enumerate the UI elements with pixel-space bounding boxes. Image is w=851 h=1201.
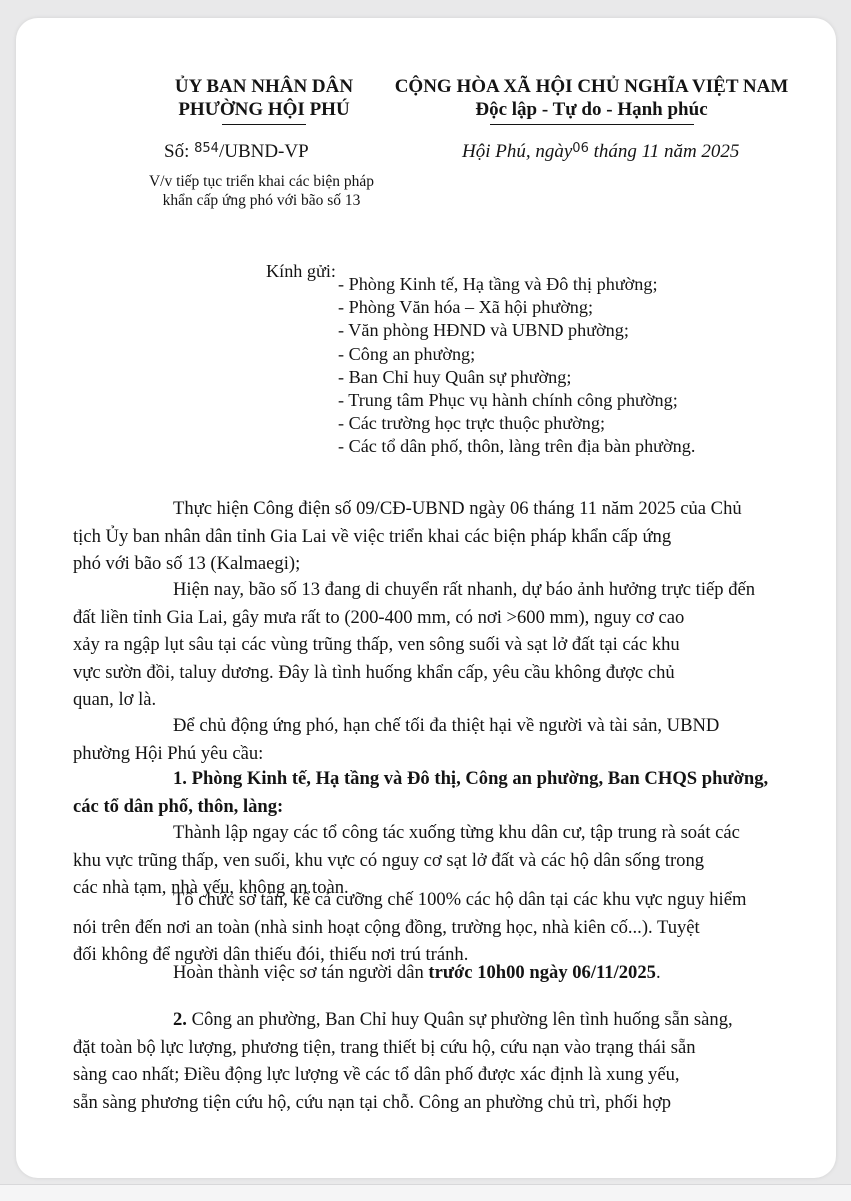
paragraph-line: vực sườn đồi, taluy dương. Đây là tình huống khẩn cấp, yêu cầu không được chủ — [73, 661, 675, 683]
so-number-handwritten: 854 — [194, 141, 219, 156]
paragraph-line: đối không để người dân thiếu đói, thiếu nơi trú tránh. — [73, 944, 469, 965]
recipients-label: Kính gửi: — [266, 261, 336, 281]
paragraph-line: đất liền tỉnh Gia Lai, gây mưa rất to (200-400 mm, có nơi >600 mm), nguy cơ cao — [73, 606, 685, 628]
recipient-item: - Phòng Văn hóa – Xã hội phường; — [338, 297, 594, 318]
recipient-item: - Ban Chỉ huy Quân sự phường; — [338, 366, 572, 387]
section-2-number: 2. — [173, 1009, 187, 1030]
section-2 — [73, 1006, 733, 1116]
national-title: CỘNG HÒA XÃ HỘI CHỦ NGHĨA VIỆT NAM — [394, 76, 789, 97]
paragraph-3 — [73, 712, 719, 767]
ward-underline — [222, 124, 306, 125]
date-day-handwritten: 06 — [572, 141, 589, 156]
paragraph-line: khu vực trũng thấp, ven suối, khu vực có nguy cơ sạt lở đất và các hộ dân sống trong — [73, 849, 705, 871]
paragraph-line: nói trên đến nơi an toàn (nhà sinh hoạt cộng đồng, trường học, nhà kiên cố...). Tuyệt — [73, 916, 700, 938]
national-motto: Độc lập - Tự do - Hạnh phúc — [475, 99, 708, 120]
paragraph-line: các nhà tạm, nhà yếu, không an toàn. — [73, 877, 349, 898]
paragraph-line: phó với bão số 13 (Kalmaegi); — [73, 553, 301, 574]
paragraph-6 — [173, 959, 661, 987]
next-page-edge — [0, 1184, 851, 1201]
paragraph-line: sẵn sàng phương tiện cứu hộ, cứu nạn tại chỗ. Công an phường chủ trì, phối hợp — [73, 1091, 672, 1113]
so-suffix: /UBND-VP — [218, 141, 309, 162]
paragraph-line: quan, lơ là. — [73, 689, 157, 710]
recipient-item: - Công an phường; — [338, 343, 476, 364]
subject-line-2: khẩn cấp ứng phó với bão số 13 — [162, 192, 361, 209]
subject-line-1: V/v tiếp tục triển khai các biện pháp — [148, 173, 375, 190]
recipient-item: - Trung tâm Phục vụ hành chính công phường; — [338, 389, 678, 410]
date-prefix: Hội Phú, ngày — [462, 141, 573, 162]
recipients-list — [338, 273, 695, 459]
recipient-item: - Các trường học trực thuộc phường; — [338, 413, 605, 434]
document-number — [164, 141, 309, 163]
date-suffix: tháng 11 năm 2025 — [593, 141, 740, 162]
paragraph-1 — [73, 495, 742, 578]
paragraph-line: Thành lập ngay các tổ công tác xuống từng khu dân cư, tập trung rà soát các — [173, 822, 740, 843]
heading-line: các tổ dân phố, thôn, làng: — [73, 795, 284, 817]
paragraph-line — [73, 1006, 733, 1034]
org-name: ỦY BAN NHÂN DÂN — [174, 76, 354, 97]
motto-underline — [490, 124, 694, 125]
paragraph-line: Hiện nay, bão số 13 đang di chuyển rất nhanh, dự báo ảnh hưởng trực tiếp đến — [173, 579, 756, 600]
document-page — [16, 18, 836, 1178]
paragraph-5 — [73, 886, 746, 969]
date-line — [462, 141, 739, 163]
heading-line: 1. Phòng Kinh tế, Hạ tầng và Đô thị, Công an phường, Ban CHQS phường, — [173, 768, 769, 789]
ward-name: PHƯỜNG HỘI PHÚ — [178, 99, 350, 120]
paragraph-line: tịch Ủy ban nhân dân tỉnh Gia Lai về việc triển khai các biện pháp khẩn cấp ứng — [73, 525, 672, 547]
paragraph-2 — [73, 576, 755, 714]
paragraph-line: sàng cao nhất; Điều động lực lượng về các tổ dân phố được xác định là xung yếu, — [73, 1064, 680, 1085]
paragraph-line: xảy ra ngập lụt sâu tại các vùng trũng thấp, ven sông suối và sạt lở đất tại các khu — [73, 634, 680, 655]
recipient-item: - Văn phòng HĐND và UBND phường; — [338, 320, 629, 341]
recipient-item: - Các tổ dân phố, thôn, làng trên địa bàn phường. — [338, 436, 696, 457]
paragraph-line: Tổ chức sơ tán, kể cả cưỡng chế 100% các hộ dân tại các khu vực nguy hiểm — [173, 889, 747, 910]
deadline-text: Hoàn thành việc sơ tán người dân — [173, 962, 424, 983]
deadline-bold: trước 10h00 ngày 06/11/2025 — [428, 962, 656, 983]
recipient-item: - Phòng Kinh tế, Hạ tầng và Đô thị phường; — [338, 274, 658, 294]
paragraph-line: đặt toàn bộ lực lượng, phương tiện, trang thiết bị cứu hộ, cứu nạn vào trạng thái sẵn — [73, 1036, 696, 1058]
deadline-end: . — [655, 962, 661, 983]
paragraph-line: phường Hội Phú yêu cầu: — [73, 742, 264, 764]
so-label: Số: — [164, 141, 190, 162]
section-1-heading — [73, 765, 768, 820]
paragraph-line: Thực hiện Công điện số 09/CĐ-UBND ngày 06 tháng 11 năm 2025 của Chủ — [173, 498, 742, 519]
paragraph-line: Để chủ động ứng phó, hạn chế tối đa thiệt hại về người và tài sản, UBND — [173, 715, 720, 736]
section-2-first-line: Công an phường, Ban Chỉ huy Quân sự phường lên tình huống sẵn sàng, — [191, 1009, 733, 1030]
